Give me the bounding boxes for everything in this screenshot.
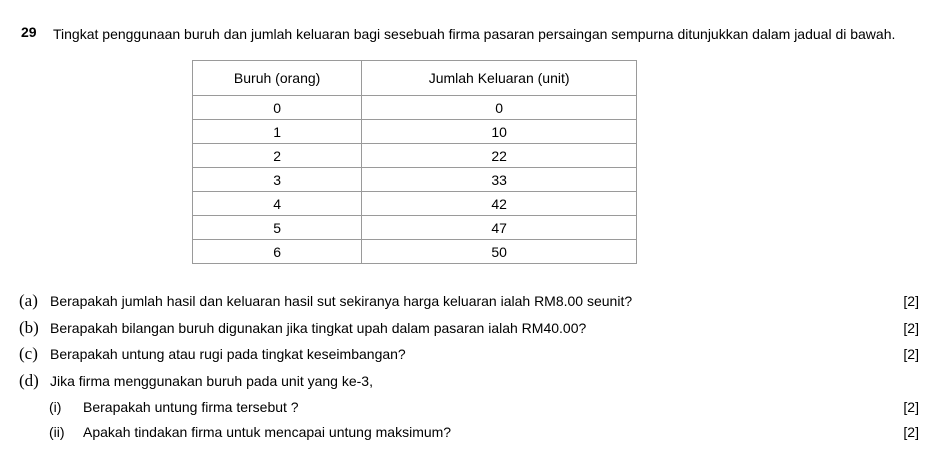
part-text: Berapakah bilangan buruh digunakan jika tingkat upah dalam pasaran ialah RM40.00?: [50, 320, 587, 336]
table-row: [193, 192, 637, 216]
part-label: (a): [19, 291, 38, 310]
part-c: [19, 344, 919, 364]
labour-cell: 0: [193, 96, 362, 120]
part-text: Berapakah untung atau rugi pada tingkat keseimbangan?: [50, 346, 406, 362]
subpart-i: [49, 397, 919, 417]
labour-cell: 6: [193, 240, 362, 264]
marks-label: [2]: [903, 424, 919, 440]
output-cell: 0: [362, 96, 637, 120]
question-text: Tingkat penggunaan buruh dan jumlah keluaran bagi sesebuah firma pasaran persaingan sempurna ditunjukkan dalam jadual di bawah.: [53, 26, 896, 42]
table-row: [193, 240, 637, 264]
subpart-ii: [49, 422, 919, 442]
output-cell: 10: [362, 120, 637, 144]
table-row: [193, 144, 637, 168]
table-header-row: [193, 61, 637, 96]
part-label: (d): [19, 371, 39, 390]
subpart-label: (ii): [49, 424, 65, 440]
data-table: [192, 60, 637, 264]
labour-cell: 3: [193, 168, 362, 192]
column-header-output: Jumlah Keluaran (unit): [362, 61, 637, 96]
labour-cell: 4: [193, 192, 362, 216]
column-header-labour: Buruh (orang): [193, 61, 362, 96]
labour-cell: 1: [193, 120, 362, 144]
marks-label: [2]: [903, 399, 919, 415]
subpart-text: Berapakah untung firma tersebut ?: [83, 399, 299, 415]
table-row: [193, 120, 637, 144]
table-row: [193, 96, 637, 120]
question-number: 29: [21, 24, 37, 40]
marks-label: [2]: [903, 320, 919, 336]
part-label: (b): [19, 318, 39, 337]
table-row: [193, 216, 637, 240]
output-cell: 50: [362, 240, 637, 264]
table-row: [193, 168, 637, 192]
part-label: (c): [19, 344, 38, 363]
marks-label: [2]: [903, 346, 919, 362]
part-a: [19, 291, 919, 311]
labour-cell: 2: [193, 144, 362, 168]
part-text: Jika firma menggunakan buruh pada unit yang ke-3,: [50, 373, 373, 389]
subpart-label: (i): [49, 399, 62, 415]
marks-label: [2]: [903, 293, 919, 309]
output-cell: 42: [362, 192, 637, 216]
subpart-text: Apakah tindakan firma untuk mencapai untung maksimum?: [83, 424, 452, 440]
output-cell: 22: [362, 144, 637, 168]
output-cell: 33: [362, 168, 637, 192]
part-text: Berapakah jumlah hasil dan keluaran hasil sut sekiranya harga keluaran ialah RM8.00 seunit?: [50, 293, 633, 309]
part-d: [19, 371, 919, 391]
part-b: [19, 318, 919, 338]
labour-cell: 5: [193, 216, 362, 240]
output-cell: 47: [362, 216, 637, 240]
